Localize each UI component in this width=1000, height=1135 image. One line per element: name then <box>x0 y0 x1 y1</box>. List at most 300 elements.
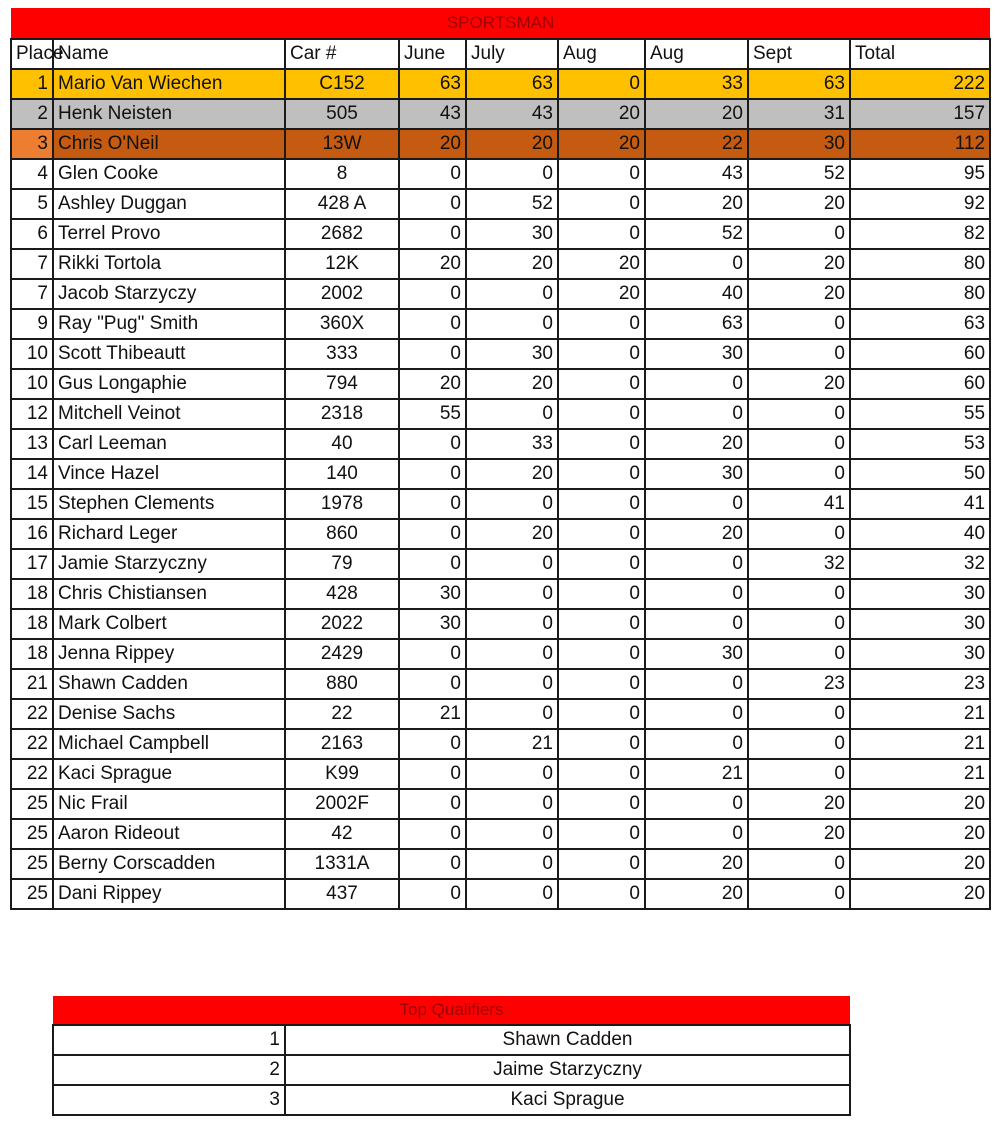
july-cell: 20 <box>466 249 558 279</box>
july-cell: 0 <box>466 399 558 429</box>
place-cell: 25 <box>11 789 53 819</box>
july-cell: 52 <box>466 189 558 219</box>
place-cell: 6 <box>11 219 53 249</box>
aug-2-cell: 0 <box>645 609 748 639</box>
total-cell: 23 <box>850 669 990 699</box>
sept-cell: 0 <box>748 759 850 789</box>
aug-1-cell: 0 <box>558 789 645 819</box>
total-cell: 53 <box>850 429 990 459</box>
table-row <box>11 669 990 699</box>
total-cell: 222 <box>850 69 990 99</box>
table-row <box>11 459 990 489</box>
car-number-cell: 505 <box>285 99 399 129</box>
july-cell: 21 <box>466 729 558 759</box>
car-number-cell: 13W <box>285 129 399 159</box>
june-cell: 0 <box>399 339 466 369</box>
aug-2-cell: 20 <box>645 189 748 219</box>
aug-2-cell: 0 <box>645 729 748 759</box>
table-row <box>11 309 990 339</box>
place-cell: 15 <box>11 489 53 519</box>
aug-2-cell: 43 <box>645 159 748 189</box>
name-cell: Terrel Provo <box>53 219 285 249</box>
aug-1-cell: 0 <box>558 309 645 339</box>
table-row <box>11 369 990 399</box>
header-cell: June <box>399 39 466 69</box>
aug-1-cell: 20 <box>558 279 645 309</box>
aug-1-cell: 0 <box>558 849 645 879</box>
sept-cell: 20 <box>748 249 850 279</box>
car-number-cell: 333 <box>285 339 399 369</box>
car-number-cell: 40 <box>285 429 399 459</box>
table-title: SPORTSMAN <box>11 8 990 39</box>
car-number-cell: 12K <box>285 249 399 279</box>
name-cell: Vince Hazel <box>53 459 285 489</box>
header-cell: Aug <box>558 39 645 69</box>
aug-2-cell: 0 <box>645 249 748 279</box>
july-cell: 0 <box>466 609 558 639</box>
table-row <box>11 249 990 279</box>
total-cell: 21 <box>850 699 990 729</box>
place-cell: 22 <box>11 759 53 789</box>
july-cell: 0 <box>466 579 558 609</box>
july-cell: 0 <box>466 309 558 339</box>
aug-1-cell: 20 <box>558 129 645 159</box>
aug-1-cell: 0 <box>558 219 645 249</box>
car-number-cell: 2318 <box>285 399 399 429</box>
car-number-cell: 794 <box>285 369 399 399</box>
total-cell: 157 <box>850 99 990 129</box>
june-cell: 55 <box>399 399 466 429</box>
aug-2-cell: 22 <box>645 129 748 159</box>
sept-cell: 30 <box>748 129 850 159</box>
sept-cell: 0 <box>748 639 850 669</box>
place-cell: 13 <box>11 429 53 459</box>
june-cell: 0 <box>399 759 466 789</box>
name-cell: Jamie Starzyczny <box>53 549 285 579</box>
table-row <box>11 429 990 459</box>
header-cell: Name <box>53 39 285 69</box>
place-cell: 10 <box>11 369 53 399</box>
place-cell: 25 <box>11 819 53 849</box>
qualifier-row <box>53 1085 850 1115</box>
name-cell: Richard Leger <box>53 519 285 549</box>
header-cell: Total <box>850 39 990 69</box>
header-row <box>11 39 990 69</box>
aug-2-cell: 0 <box>645 579 748 609</box>
july-cell: 33 <box>466 429 558 459</box>
june-cell: 0 <box>399 549 466 579</box>
sept-cell: 20 <box>748 789 850 819</box>
june-cell: 0 <box>399 489 466 519</box>
place-cell: 4 <box>11 159 53 189</box>
total-cell: 63 <box>850 309 990 339</box>
july-cell: 30 <box>466 219 558 249</box>
aug-1-cell: 0 <box>558 69 645 99</box>
july-cell: 20 <box>466 129 558 159</box>
car-number-cell: 860 <box>285 519 399 549</box>
june-cell: 0 <box>399 729 466 759</box>
table-row <box>11 159 990 189</box>
place-cell: 5 <box>11 189 53 219</box>
total-cell: 20 <box>850 879 990 909</box>
sept-cell: 0 <box>748 399 850 429</box>
car-number-cell: 1978 <box>285 489 399 519</box>
sept-cell: 20 <box>748 369 850 399</box>
name-cell: Dani Rippey <box>53 879 285 909</box>
total-cell: 40 <box>850 519 990 549</box>
june-cell: 0 <box>399 669 466 699</box>
table-row <box>11 189 990 219</box>
name-cell: Berny Corscadden <box>53 849 285 879</box>
aug-1-cell: 0 <box>558 819 645 849</box>
sept-cell: 0 <box>748 849 850 879</box>
aug-2-cell: 30 <box>645 639 748 669</box>
total-cell: 41 <box>850 489 990 519</box>
qualifier-rank: 3 <box>53 1085 285 1115</box>
aug-2-cell: 40 <box>645 279 748 309</box>
june-cell: 0 <box>399 219 466 249</box>
aug-1-cell: 0 <box>558 339 645 369</box>
july-cell: 0 <box>466 159 558 189</box>
table-row <box>11 489 990 519</box>
july-cell: 0 <box>466 699 558 729</box>
total-cell: 95 <box>850 159 990 189</box>
total-cell: 82 <box>850 219 990 249</box>
total-cell: 60 <box>850 339 990 369</box>
place-cell: 14 <box>11 459 53 489</box>
sept-cell: 0 <box>748 219 850 249</box>
july-cell: 20 <box>466 459 558 489</box>
total-cell: 21 <box>850 759 990 789</box>
july-cell: 20 <box>466 519 558 549</box>
june-cell: 0 <box>399 639 466 669</box>
car-number-cell: 79 <box>285 549 399 579</box>
aug-2-cell: 20 <box>645 879 748 909</box>
aug-1-cell: 0 <box>558 429 645 459</box>
place-cell: 7 <box>11 249 53 279</box>
name-cell: Chris Chistiansen <box>53 579 285 609</box>
sept-cell: 0 <box>748 459 850 489</box>
sept-cell: 23 <box>748 669 850 699</box>
name-cell: Stephen Clements <box>53 489 285 519</box>
car-number-cell: 428 <box>285 579 399 609</box>
aug-1-cell: 0 <box>558 399 645 429</box>
aug-1-cell: 0 <box>558 489 645 519</box>
car-number-cell: 2429 <box>285 639 399 669</box>
july-cell: 0 <box>466 549 558 579</box>
qualifier-rank: 2 <box>53 1055 285 1085</box>
june-cell: 30 <box>399 579 466 609</box>
sept-cell: 41 <box>748 489 850 519</box>
place-cell: 21 <box>11 669 53 699</box>
aug-2-cell: 0 <box>645 669 748 699</box>
aug-2-cell: 33 <box>645 69 748 99</box>
place-cell: 1 <box>11 69 53 99</box>
name-cell: Mark Colbert <box>53 609 285 639</box>
header-cell: Aug <box>645 39 748 69</box>
name-cell: Ray "Pug" Smith <box>53 309 285 339</box>
sept-cell: 0 <box>748 729 850 759</box>
place-cell: 10 <box>11 339 53 369</box>
table-row <box>11 879 990 909</box>
june-cell: 20 <box>399 249 466 279</box>
june-cell: 0 <box>399 459 466 489</box>
june-cell: 20 <box>399 129 466 159</box>
table-row <box>11 99 990 129</box>
place-cell: 3 <box>11 129 53 159</box>
car-number-cell: 2022 <box>285 609 399 639</box>
total-cell: 50 <box>850 459 990 489</box>
aug-2-cell: 0 <box>645 489 748 519</box>
name-cell: Carl Leeman <box>53 429 285 459</box>
july-cell: 0 <box>466 759 558 789</box>
total-cell: 20 <box>850 819 990 849</box>
sportsman-standings-table <box>10 8 991 910</box>
name-cell: Ashley Duggan <box>53 189 285 219</box>
aug-2-cell: 0 <box>645 699 748 729</box>
aug-2-cell: 63 <box>645 309 748 339</box>
name-cell: Gus Longaphie <box>53 369 285 399</box>
qualifier-row <box>53 1055 850 1085</box>
table-row <box>11 639 990 669</box>
total-cell: 20 <box>850 789 990 819</box>
car-number-cell: 437 <box>285 879 399 909</box>
july-cell: 0 <box>466 819 558 849</box>
aug-1-cell: 0 <box>558 459 645 489</box>
place-cell: 17 <box>11 549 53 579</box>
table-row <box>11 609 990 639</box>
aug-2-cell: 52 <box>645 219 748 249</box>
qualifier-name: Kaci Sprague <box>285 1085 850 1115</box>
name-cell: Kaci Sprague <box>53 759 285 789</box>
car-number-cell: 2682 <box>285 219 399 249</box>
place-cell: 25 <box>11 879 53 909</box>
june-cell: 0 <box>399 309 466 339</box>
aug-2-cell: 20 <box>645 99 748 129</box>
place-cell: 18 <box>11 579 53 609</box>
car-number-cell: 360X <box>285 309 399 339</box>
place-cell: 18 <box>11 609 53 639</box>
aug-1-cell: 0 <box>558 879 645 909</box>
aug-1-cell: 0 <box>558 549 645 579</box>
place-cell: 25 <box>11 849 53 879</box>
june-cell: 0 <box>399 879 466 909</box>
name-cell: Shawn Cadden <box>53 669 285 699</box>
july-cell: 63 <box>466 69 558 99</box>
car-number-cell: 2163 <box>285 729 399 759</box>
car-number-cell: K99 <box>285 759 399 789</box>
june-cell: 43 <box>399 99 466 129</box>
header-cell: Place <box>11 39 53 69</box>
aug-1-cell: 0 <box>558 699 645 729</box>
qualifier-row <box>53 1025 850 1055</box>
table-row <box>11 129 990 159</box>
qualifier-name: Jaime Starzyczny <box>285 1055 850 1085</box>
aug-2-cell: 20 <box>645 849 748 879</box>
place-cell: 16 <box>11 519 53 549</box>
header-cell: Sept <box>748 39 850 69</box>
sept-cell: 0 <box>748 699 850 729</box>
name-cell: Scott Thibeautt <box>53 339 285 369</box>
name-cell: Michael Campbell <box>53 729 285 759</box>
name-cell: Mitchell Veinot <box>53 399 285 429</box>
sept-cell: 0 <box>748 429 850 459</box>
car-number-cell: 2002 <box>285 279 399 309</box>
name-cell: Jacob Starzyczy <box>53 279 285 309</box>
table-row <box>11 759 990 789</box>
qualifier-name: Shawn Cadden <box>285 1025 850 1055</box>
table-row <box>11 69 990 99</box>
table-row <box>11 849 990 879</box>
aug-2-cell: 30 <box>645 459 748 489</box>
aug-1-cell: 0 <box>558 519 645 549</box>
name-cell: Nic Frail <box>53 789 285 819</box>
july-cell: 30 <box>466 339 558 369</box>
car-number-cell: 880 <box>285 669 399 699</box>
aug-1-cell: 0 <box>558 729 645 759</box>
june-cell: 63 <box>399 69 466 99</box>
sept-cell: 0 <box>748 879 850 909</box>
total-cell: 80 <box>850 249 990 279</box>
table-row <box>11 789 990 819</box>
name-cell: Rikki Tortola <box>53 249 285 279</box>
place-cell: 7 <box>11 279 53 309</box>
name-cell: Jenna Rippey <box>53 639 285 669</box>
sept-cell: 20 <box>748 819 850 849</box>
table-row <box>11 219 990 249</box>
name-cell: Denise Sachs <box>53 699 285 729</box>
june-cell: 0 <box>399 189 466 219</box>
place-cell: 18 <box>11 639 53 669</box>
sept-cell: 0 <box>748 579 850 609</box>
header-cell: Car # <box>285 39 399 69</box>
name-cell: Henk Neisten <box>53 99 285 129</box>
total-cell: 30 <box>850 609 990 639</box>
sept-cell: 63 <box>748 69 850 99</box>
car-number-cell: 22 <box>285 699 399 729</box>
aug-2-cell: 0 <box>645 789 748 819</box>
total-cell: 92 <box>850 189 990 219</box>
june-cell: 0 <box>399 519 466 549</box>
name-cell: Aaron Rideout <box>53 819 285 849</box>
july-cell: 0 <box>466 279 558 309</box>
june-cell: 0 <box>399 279 466 309</box>
aug-1-cell: 0 <box>558 189 645 219</box>
sept-cell: 0 <box>748 519 850 549</box>
total-cell: 32 <box>850 549 990 579</box>
aug-2-cell: 0 <box>645 549 748 579</box>
june-cell: 0 <box>399 789 466 819</box>
car-number-cell: 140 <box>285 459 399 489</box>
june-cell: 0 <box>399 819 466 849</box>
july-cell: 0 <box>466 849 558 879</box>
total-cell: 30 <box>850 639 990 669</box>
car-number-cell: 2002F <box>285 789 399 819</box>
aug-2-cell: 21 <box>645 759 748 789</box>
aug-1-cell: 0 <box>558 159 645 189</box>
name-cell: Chris O'Neil <box>53 129 285 159</box>
aug-2-cell: 20 <box>645 519 748 549</box>
sept-cell: 32 <box>748 549 850 579</box>
name-cell: Glen Cooke <box>53 159 285 189</box>
july-cell: 0 <box>466 639 558 669</box>
qualifier-rank: 1 <box>53 1025 285 1055</box>
aug-1-cell: 0 <box>558 639 645 669</box>
june-cell: 21 <box>399 699 466 729</box>
aug-1-cell: 0 <box>558 759 645 789</box>
total-cell: 112 <box>850 129 990 159</box>
car-number-cell: 428 A <box>285 189 399 219</box>
table-row <box>11 519 990 549</box>
june-cell: 0 <box>399 159 466 189</box>
july-cell: 0 <box>466 489 558 519</box>
table-row <box>11 279 990 309</box>
aug-2-cell: 20 <box>645 429 748 459</box>
place-cell: 22 <box>11 699 53 729</box>
aug-1-cell: 0 <box>558 579 645 609</box>
sept-cell: 0 <box>748 309 850 339</box>
sept-cell: 31 <box>748 99 850 129</box>
total-cell: 20 <box>850 849 990 879</box>
aug-1-cell: 0 <box>558 609 645 639</box>
sept-cell: 0 <box>748 339 850 369</box>
june-cell: 0 <box>399 849 466 879</box>
top-qualifiers-table <box>52 996 851 1116</box>
table-row <box>11 729 990 759</box>
sept-cell: 20 <box>748 189 850 219</box>
aug-2-cell: 30 <box>645 339 748 369</box>
june-cell: 0 <box>399 429 466 459</box>
car-number-cell: 42 <box>285 819 399 849</box>
table-row <box>11 339 990 369</box>
total-cell: 55 <box>850 399 990 429</box>
july-cell: 43 <box>466 99 558 129</box>
aug-2-cell: 0 <box>645 399 748 429</box>
place-cell: 22 <box>11 729 53 759</box>
car-number-cell: C152 <box>285 69 399 99</box>
sept-cell: 52 <box>748 159 850 189</box>
table-row <box>11 549 990 579</box>
sept-cell: 20 <box>748 279 850 309</box>
total-cell: 21 <box>850 729 990 759</box>
total-cell: 30 <box>850 579 990 609</box>
table-row <box>11 579 990 609</box>
aug-1-cell: 0 <box>558 669 645 699</box>
car-number-cell: 1331A <box>285 849 399 879</box>
sept-cell: 0 <box>748 609 850 639</box>
car-number-cell: 8 <box>285 159 399 189</box>
qualifiers-title: Top Qualifiers <box>53 996 850 1025</box>
june-cell: 20 <box>399 369 466 399</box>
aug-2-cell: 0 <box>645 369 748 399</box>
aug-1-cell: 0 <box>558 369 645 399</box>
total-cell: 60 <box>850 369 990 399</box>
aug-1-cell: 20 <box>558 249 645 279</box>
june-cell: 30 <box>399 609 466 639</box>
total-cell: 80 <box>850 279 990 309</box>
table-row <box>11 399 990 429</box>
aug-1-cell: 20 <box>558 99 645 129</box>
table-row <box>11 819 990 849</box>
july-cell: 0 <box>466 789 558 819</box>
name-cell: Mario Van Wiechen <box>53 69 285 99</box>
place-cell: 9 <box>11 309 53 339</box>
july-cell: 20 <box>466 369 558 399</box>
aug-2-cell: 0 <box>645 819 748 849</box>
header-cell: July <box>466 39 558 69</box>
place-cell: 2 <box>11 99 53 129</box>
table-row <box>11 699 990 729</box>
